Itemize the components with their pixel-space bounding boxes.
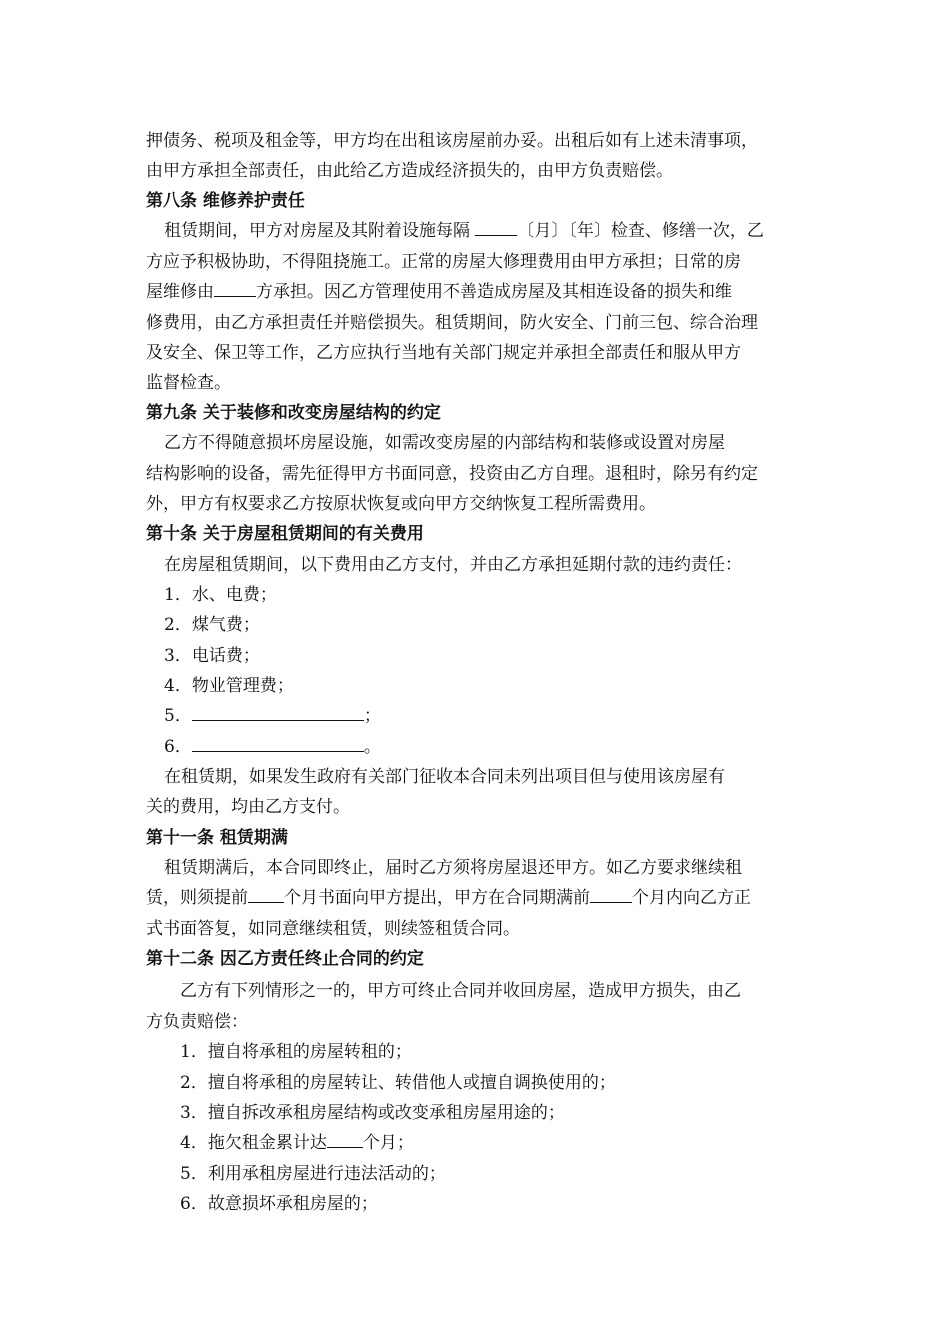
- list-item: 5．利用承租房屋进行违法活动的；: [180, 1164, 446, 1184]
- article-8-title: 第八条 维修养护责任: [146, 191, 305, 211]
- list-item: 3．擅自拆改承租房屋结构或改变承租房屋用途的；: [180, 1103, 565, 1123]
- article-8-line-6: 监督检查。: [146, 373, 231, 393]
- article-9-line-3: 外，甲方有权要求乙方按原状恢复或向甲方交纳恢复工程所需费用。: [146, 494, 656, 514]
- article-10-intro: 在房屋租赁期间，以下费用由乙方支付，并由乙方承担延期付款的违约责任：: [164, 555, 742, 575]
- list-item: 5． ；: [164, 706, 381, 726]
- blank-field: [590, 886, 632, 903]
- blank-field: [327, 1131, 363, 1148]
- article-12-line-2: 方负责赔偿：: [146, 1012, 248, 1032]
- article-11-line-2: 赁，则须提前 个月书面向甲方提出，甲方在合同期满前 个月内向乙方正: [146, 888, 751, 908]
- intro-line-1: 押债务、税项及租金等，甲方均在出租该房屋前办妥。出租后如有上述未清事项，: [146, 131, 758, 151]
- blank-field: [214, 280, 256, 297]
- article-8-line-4: 修费用，由乙方承担责任并赔偿损失。租赁期间，防火安全、门前三包、综合治理: [146, 313, 758, 333]
- article-9-line-1: 乙方不得随意损坏房屋设施，如需改变房屋的内部结构和装修或设置对房屋: [164, 433, 725, 453]
- article-12-line-1: 乙方有下列情形之一的，甲方可终止合同并收回房屋，造成甲方损失，由乙: [180, 981, 741, 1001]
- list-item: 4．拖欠租金累计达 个月；: [180, 1133, 414, 1153]
- blank-field: [192, 704, 364, 721]
- list-item: 6． 。: [164, 737, 381, 757]
- article-8-line-2: 方应予积极协助，不得阻挠施工。正常的房屋大修理费用由甲方承担；日常的房: [146, 252, 741, 272]
- list-item: 2．煤气费；: [164, 615, 260, 635]
- article-9-title: 第九条 关于装修和改变房屋结构的约定: [146, 403, 441, 423]
- list-item: 3．电话费；: [164, 646, 260, 666]
- blank-field: [475, 219, 517, 236]
- article-8-line-5: 及安全、保卫等工作，乙方应执行当地有关部门规定并承担全部责任和服从甲方: [146, 343, 741, 363]
- list-item: 1．水、电费；: [164, 585, 277, 605]
- article-11-title: 第十一条 租赁期满: [146, 828, 288, 848]
- article-8-line-3: 屋维修由 方承担。因乙方管理使用不善造成房屋及其相连设备的损失和维: [146, 282, 732, 302]
- list-item: 6．故意损坏承租房屋的；: [180, 1194, 378, 1214]
- article-8-line-1: 租赁期间，甲方对房屋及其附着设施每隔 〔月〕〔年〕检查、修缮一次，乙: [164, 221, 764, 241]
- article-11-line-3: 式书面答复，如同意继续租赁，则续签租赁合同。: [146, 919, 520, 939]
- list-item: 4．物业管理费；: [164, 676, 294, 696]
- article-12-title: 第十二条 因乙方责任终止合同的约定: [146, 949, 424, 969]
- blank-field: [192, 735, 364, 752]
- article-11-line-1: 租赁期满后，本合同即终止，届时乙方须将房屋退还甲方。如乙方要求继续租: [164, 858, 742, 878]
- intro-line-2: 由甲方承担全部责任，由此给乙方造成经济损失的，由甲方负责赔偿。: [146, 161, 673, 181]
- list-item: 1．擅自将承租的房屋转租的；: [180, 1042, 412, 1062]
- list-item: 2．擅自将承租的房屋转让、转借他人或擅自调换使用的；: [180, 1073, 616, 1093]
- article-10-title: 第十条 关于房屋租赁期间的有关费用: [146, 524, 424, 544]
- article-10-line-1: 在租赁期，如果发生政府有关部门征收本合同未列出项目但与使用该房屋有: [164, 767, 725, 787]
- article-9-line-2: 结构影响的设备，需先征得甲方书面同意，投资由乙方自理。退租时，除另有约定: [146, 464, 758, 484]
- article-10-line-2: 关的费用，均由乙方支付。: [146, 797, 350, 817]
- blank-field: [248, 886, 284, 903]
